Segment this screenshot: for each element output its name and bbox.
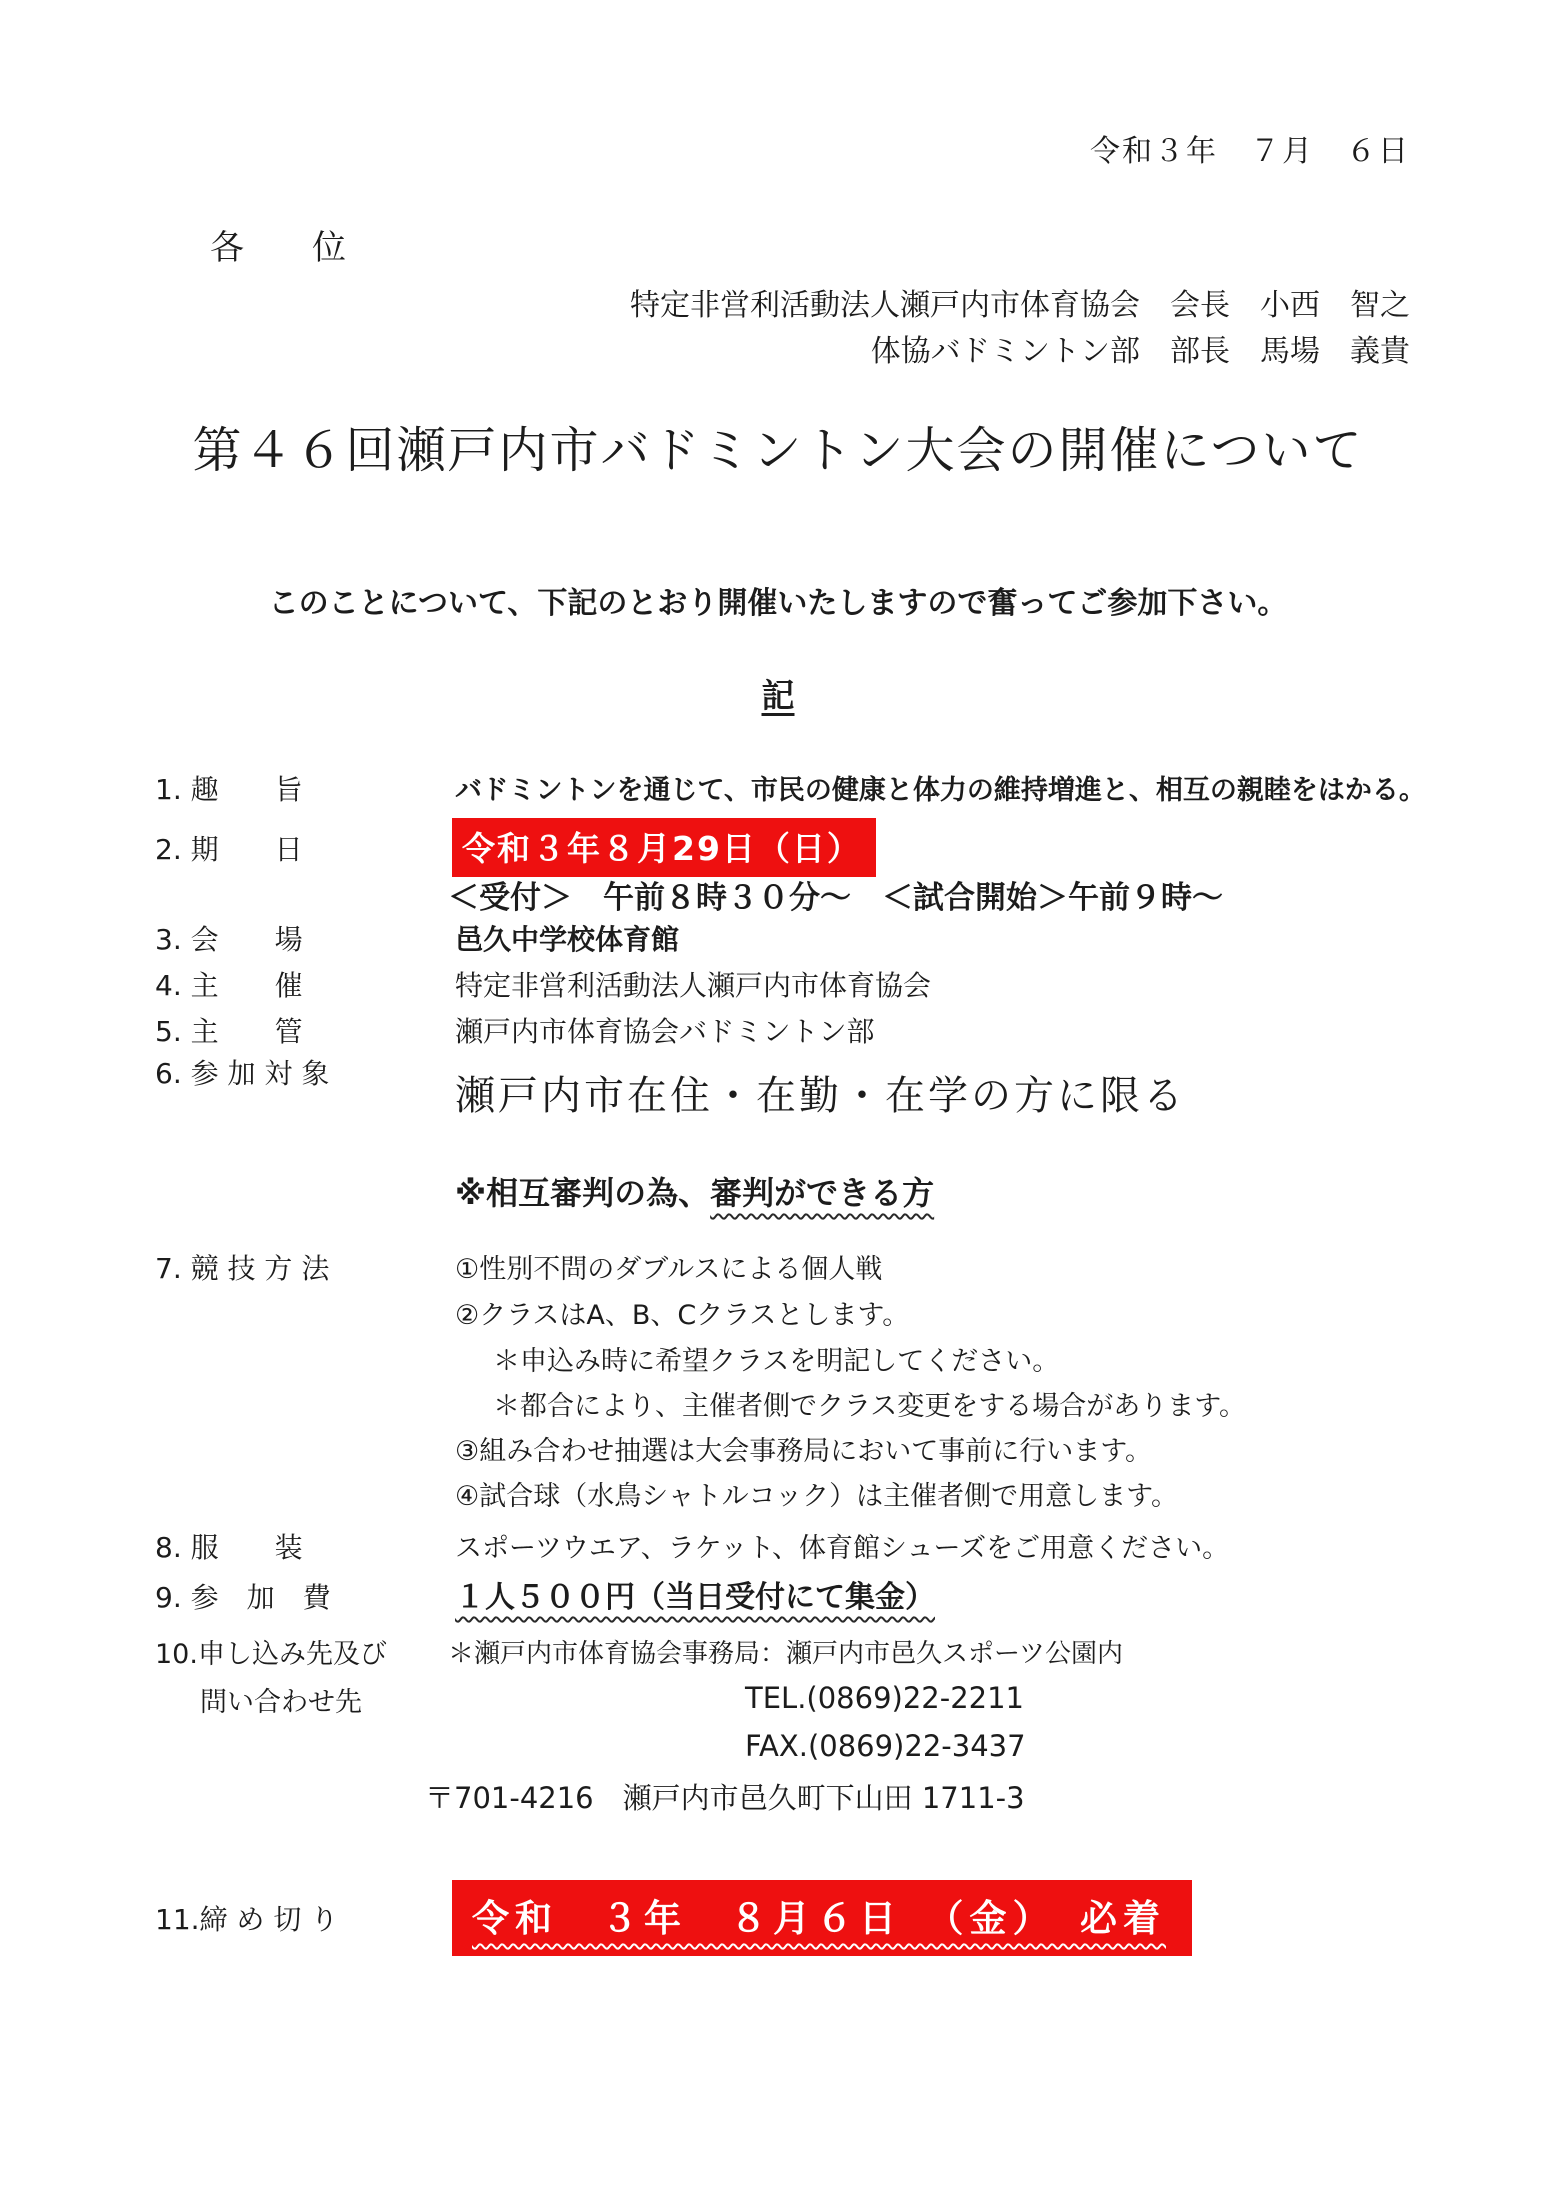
item7-line2: ②クラスはA、B、Cクラスとします。 xyxy=(455,1300,910,1331)
item2-highlight xyxy=(452,818,876,877)
item11-label: 11.締 め 切 り xyxy=(155,1903,339,1936)
item7-line6: ④試合球（水鳥シャトルコック）は主催者側で用意します。 xyxy=(455,1481,1178,1512)
event-date-highlight: 令和３年８月29日（日） xyxy=(452,818,876,877)
referee-note-emphasis: 審判ができる方 xyxy=(710,1174,935,1212)
item11-highlight xyxy=(452,1880,1192,1956)
item8-value: スポーツウエア、ラケット、体育館シューズをご用意ください。 xyxy=(455,1533,1230,1564)
issue-date: 令和３年 ７月 ６日 xyxy=(1090,134,1410,169)
item6-referee-note xyxy=(455,1168,934,1214)
item5-label: 5. 主 管 xyxy=(155,1015,303,1048)
item7-line3: ＊申込み時に希望クラスを明記してください。 xyxy=(493,1346,1060,1377)
item3-value: 邑久中学校体育館 xyxy=(455,923,680,956)
item10-label-line2: 問い合わせ先 xyxy=(200,1687,362,1718)
organization-chairman-line: 特定非営利活動法人瀬戸内市体育協会 会長 小西 智之 xyxy=(630,288,1410,323)
deadline-highlight xyxy=(452,1880,1192,1956)
document-title: 第４６回瀬戸内市バドミントン大会の開催について xyxy=(192,422,1364,479)
item9-label: 9. 参 加 費 xyxy=(155,1581,331,1614)
ki-marker-row xyxy=(0,670,1556,717)
item3-label: 3. 会 場 xyxy=(155,923,303,956)
item1-label: 1. 趣 旨 xyxy=(155,773,303,806)
item10-office: ＊瀬戸内市体育協会事務局：瀬戸内市邑久スポーツ公園内 xyxy=(448,1639,1123,1669)
item5-value: 瀬戸内市体育協会バドミントン部 xyxy=(455,1015,875,1048)
deadline-text: 令和 ３年 ８月６日 （金） 必着 xyxy=(472,1897,1166,1940)
ki-marker: 記 xyxy=(761,676,795,715)
item4-value: 特定非営利活動法人瀬戸内市体育協会 xyxy=(455,969,932,1002)
item10-tel: TEL.(0869)22-2211 xyxy=(745,1681,1025,1715)
item7-line4: ＊都合により、主催者側でクラス変更をする場合があります。 xyxy=(493,1391,1247,1422)
item2-schedule: ＜受付＞ 午前８時３０分～ ＜試合開始＞午前９時～ xyxy=(448,880,1223,916)
intro-sentence: このことについて、下記のとおり開催いたしますので奮ってご参加下さい。 xyxy=(268,586,1288,621)
referee-note-prefix: ※相互審判の為、 xyxy=(455,1174,711,1212)
item10-fax: FAX.(0869)22-3437 xyxy=(745,1729,1026,1763)
item4-label: 4. 主 催 xyxy=(155,969,303,1002)
item1-value: バドミントンを通じて、市民の健康と体力の維持増進と、相互の親睦をはかる。 xyxy=(455,775,1426,806)
item6-value: 瀬戸内市在住・在勤・在学の方に限る xyxy=(455,1073,1186,1119)
item7-line5: ③組み合わせ抽選は大会事務局において事前に行います。 xyxy=(455,1436,1153,1467)
item10-address: 〒701-4216 瀬戸内市邑久町下山田 1711-3 xyxy=(425,1781,1025,1815)
organization-director-line: 体協バドミントン部 部長 馬場 義貴 xyxy=(870,334,1410,369)
salutation: 各 位 xyxy=(210,228,346,268)
item6-label: 6. 参 加 対 象 xyxy=(155,1057,330,1090)
item7-label: 7. 競 技 方 法 xyxy=(155,1252,330,1285)
item8-label: 8. 服 装 xyxy=(155,1531,303,1564)
item10-label-line1: 10.申し込み先及び xyxy=(155,1639,387,1670)
item7-line1: ①性別不問のダブルスによる個人戦 xyxy=(455,1254,883,1285)
item9-value: １人５００円（当日受付にて集金） xyxy=(455,1580,935,1615)
item2-label: 2. 期 日 xyxy=(155,833,303,866)
